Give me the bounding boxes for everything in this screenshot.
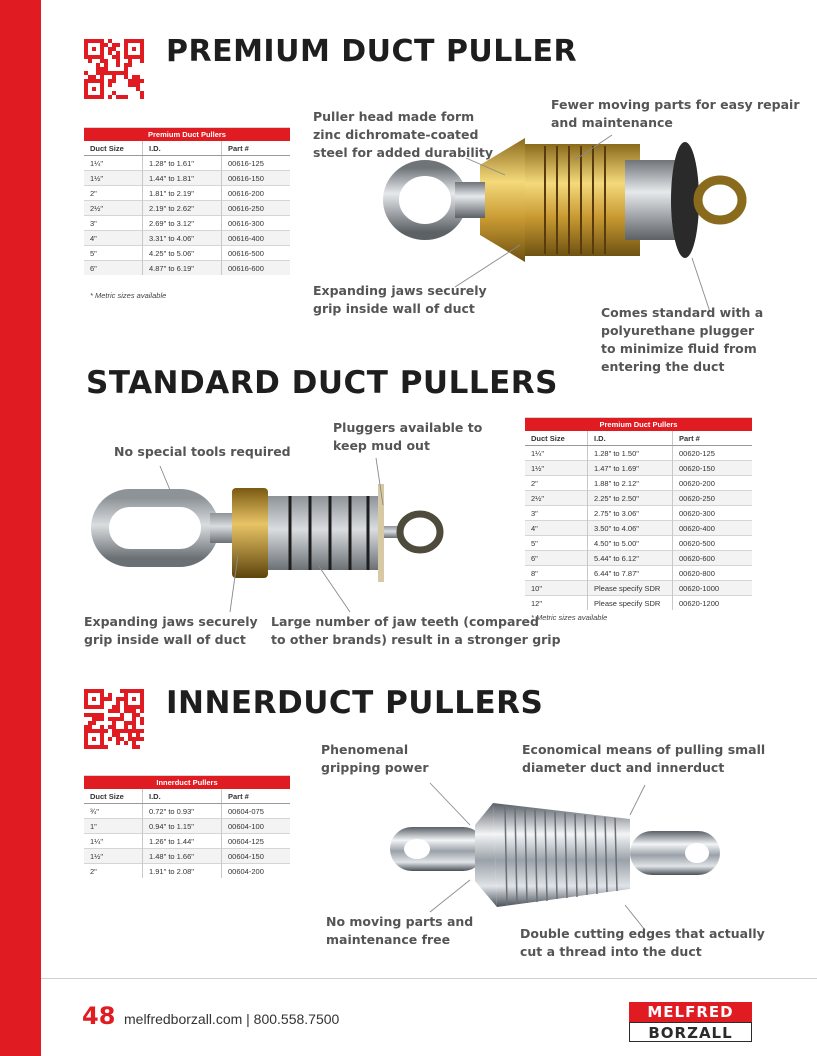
callout-line: steel for added durability (313, 145, 494, 160)
callout-line: polyurethane plugger (601, 323, 755, 338)
cell: Please specify SDR (588, 581, 673, 596)
cell: 00620-800 (673, 566, 753, 581)
cell: 1.44" to 1.81" (143, 171, 222, 186)
cell: 1.26" to 1.44" (143, 834, 222, 849)
table-title: Premium Duct Pullers (84, 128, 290, 142)
callout-economical (522, 741, 765, 777)
cell: 1.88" to 2.12" (588, 476, 673, 491)
callout-line: Expanding jaws securely (313, 283, 487, 298)
cell: 00616-200 (222, 186, 291, 201)
cell: 4" (525, 521, 588, 536)
callout-double-cutting-edges (520, 925, 765, 961)
callout-polyurethane-plugger (601, 304, 763, 376)
cell: 1.47" to 1.69" (588, 461, 673, 476)
cell: 2.25" to 2.50" (588, 491, 673, 506)
cell: 2½" (84, 201, 143, 216)
cell: 4.87" to 6.19" (143, 261, 222, 276)
cell: 1.28" to 1.50" (588, 446, 673, 461)
callout-line: Phenomenal (321, 742, 409, 757)
cell: 12" (525, 596, 588, 611)
col-header-part: Part # (673, 431, 753, 446)
cell: 00620-300 (673, 506, 753, 521)
section-title-premium: PREMIUM DUCT PULLER (166, 34, 578, 69)
callout-line: to minimize fluid from (601, 341, 757, 356)
callout-line: No special tools required (114, 444, 291, 459)
cell: 0.72" to 0.93" (143, 804, 222, 819)
callout-fewer-moving-parts (551, 96, 799, 132)
callout-line: zinc dichromate-coated (313, 127, 479, 142)
cell: 2½" (525, 491, 588, 506)
cell: 00620-150 (673, 461, 753, 476)
cell: 00616-300 (222, 216, 291, 231)
callout-line: No moving parts and (326, 914, 474, 929)
callout-no-moving-parts (326, 913, 473, 949)
callout-line: Double cutting edges that actually (520, 926, 765, 941)
cell: 1¼" (525, 446, 588, 461)
cell: 00620-1200 (673, 596, 753, 611)
callout-line: Fewer moving parts for easy repair (551, 97, 800, 112)
cell: 1¼" (84, 834, 143, 849)
section-title-innerduct: INNERDUCT PULLERS (166, 685, 544, 721)
callout-line: Large number of jaw teeth (compared (271, 614, 539, 629)
cell: 3.31" to 4.06" (143, 231, 222, 246)
logo-line2: BORZALL (629, 1022, 752, 1042)
cell: 4" (84, 231, 143, 246)
melfred-borzall-logo (629, 1002, 752, 1042)
callout-line: and maintenance (551, 115, 673, 130)
callout-line: keep mud out (333, 438, 430, 453)
col-header-duct-size: Duct Size (84, 789, 143, 804)
callout-line: Puller head made form (313, 109, 475, 124)
cell: 00616-250 (222, 201, 291, 216)
callout-line: gripping power (321, 760, 429, 775)
col-header-duct-size: Duct Size (84, 141, 143, 156)
callout-jaw-teeth (271, 613, 561, 649)
cell: 00620-1000 (673, 581, 753, 596)
footer-divider (41, 978, 817, 979)
page-number: 48 (82, 1002, 116, 1030)
callout-gripping-power (321, 741, 429, 777)
cell: 00620-400 (673, 521, 753, 536)
cell: 00616-500 (222, 246, 291, 261)
callout-line: cut a thread into the duct (520, 944, 702, 959)
cell: 00620-500 (673, 536, 753, 551)
cell: 1½" (525, 461, 588, 476)
col-header-id: I.D. (588, 431, 673, 446)
callout-puller-head (313, 108, 493, 162)
cell: 3" (84, 216, 143, 231)
cell: 1.81" to 2.19" (143, 186, 222, 201)
logo-line1: MELFRED (629, 1002, 752, 1022)
cell: 00604-200 (222, 864, 291, 879)
callout-line: diameter duct and innerduct (522, 760, 725, 775)
cell: 1.28" to 1.61" (143, 156, 222, 171)
callout-line: entering the duct (601, 359, 725, 374)
col-header-duct-size: Duct Size (525, 431, 588, 446)
cell: 2" (84, 864, 143, 879)
callout-line: grip inside wall of duct (84, 632, 246, 647)
callout-line: Economical means of pulling small (522, 742, 766, 757)
callout-line: Pluggers available to (333, 420, 483, 435)
cell: 8" (525, 566, 588, 581)
cell: 3.50" to 4.06" (588, 521, 673, 536)
cell: 00616-150 (222, 171, 291, 186)
cell: 00620-200 (673, 476, 753, 491)
cell: Please specify SDR (588, 596, 673, 611)
cell: 0.94" to 1.15" (143, 819, 222, 834)
callout-pluggers-available (333, 419, 482, 455)
cell: 2.75" to 3.06" (588, 506, 673, 521)
cell: 1½" (84, 849, 143, 864)
col-header-id: I.D. (143, 789, 222, 804)
cell: 4.25" to 5.06" (143, 246, 222, 261)
callout-line: grip inside wall of duct (313, 301, 475, 316)
cell: 6" (84, 261, 143, 276)
cell: 1.91" to 2.08" (143, 864, 222, 879)
cell: 2.69" to 3.12" (143, 216, 222, 231)
cell: 6" (525, 551, 588, 566)
col-header-id: I.D. (143, 141, 222, 156)
table-title: Premium Duct Pullers (525, 418, 752, 432)
table-title: Innerduct Pullers (84, 776, 290, 790)
cell: 00620-125 (673, 446, 753, 461)
callout-line: Comes standard with a (601, 305, 764, 320)
col-header-part: Part # (222, 141, 291, 156)
callout-no-special-tools (114, 443, 291, 461)
callout-line: maintenance free (326, 932, 451, 947)
cell: 00620-250 (673, 491, 753, 506)
footer-contact[interactable]: melfredborzall.com | 800.558.7500 (124, 1011, 340, 1027)
section-title-standard: STANDARD DUCT PULLERS (86, 365, 558, 401)
cell: 3" (525, 506, 588, 521)
cell: 2.19" to 2.62" (143, 201, 222, 216)
col-header-part: Part # (222, 789, 291, 804)
cell: 1.48" to 1.66" (143, 849, 222, 864)
cell: 00604-075 (222, 804, 291, 819)
cell: 2" (525, 476, 588, 491)
cell: 1¼" (84, 156, 143, 171)
cell: 00616-600 (222, 261, 291, 276)
cell: 00620-600 (673, 551, 753, 566)
metric-note: * Metric sizes available (90, 291, 167, 300)
cell: 00616-400 (222, 231, 291, 246)
callout-line: to other brands) result in a stronger grip (271, 632, 561, 647)
callout-expanding-jaws-standard (84, 613, 258, 649)
callout-line: Expanding jaws securely (84, 614, 258, 629)
cell: 10" (525, 581, 588, 596)
cell: 4.50" to 5.00" (588, 536, 673, 551)
metric-note: * Metric sizes available (531, 613, 608, 622)
cell: 6.44" to 7.87" (588, 566, 673, 581)
cell: 5" (525, 536, 588, 551)
cell: 00616-125 (222, 156, 291, 171)
cell: 1½" (84, 171, 143, 186)
cell: 00604-150 (222, 849, 291, 864)
cell: 00604-100 (222, 819, 291, 834)
cell: 2" (84, 186, 143, 201)
cell: 00604-125 (222, 834, 291, 849)
cell: ¾" (84, 804, 143, 819)
cell: 5" (84, 246, 143, 261)
callout-expanding-jaws-premium (313, 282, 487, 318)
cell: 5.44" to 6.12" (588, 551, 673, 566)
cell: 1" (84, 819, 143, 834)
